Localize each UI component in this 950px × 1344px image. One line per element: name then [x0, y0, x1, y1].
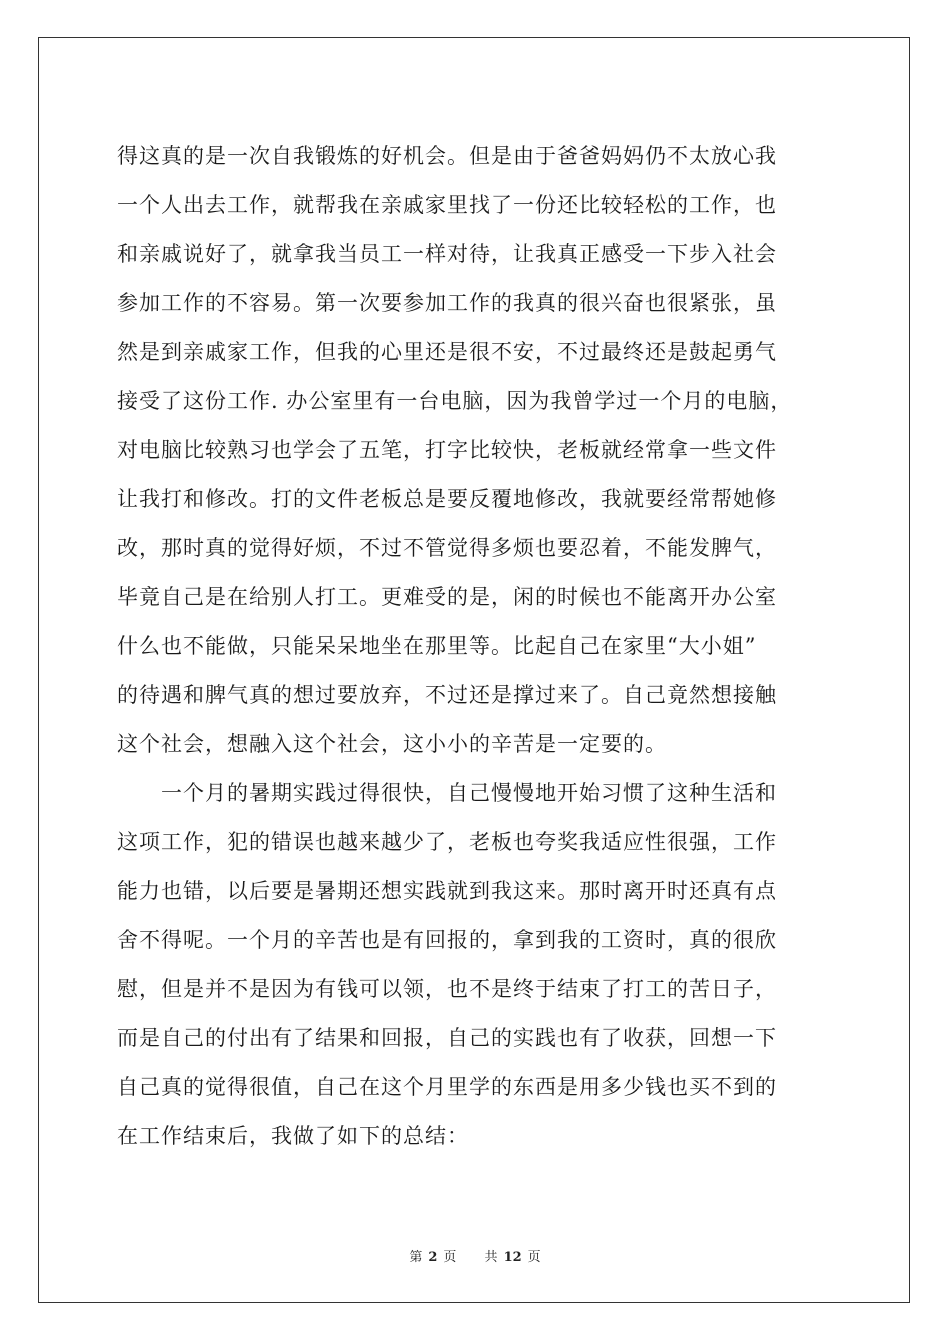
text-line: 让我打和修改。打的文件老板总是要反覆地修改，我就要经常帮她修	[117, 487, 777, 511]
total-prefix: 共	[484, 1250, 498, 1265]
page-prefix: 第	[409, 1250, 423, 1265]
text-line: 而是自己的付出有了结果和回报，自己的实践也有了收获，回想一下	[117, 1026, 777, 1050]
total-suffix: 页	[527, 1250, 541, 1265]
text-line: 一个人出去工作，就帮我在亲戚家里找了一份还比较轻松的工作，也	[117, 193, 777, 217]
text-line: 自己真的觉得很值，自己在这个月里学的东西是用多少钱也买不到的	[117, 1075, 777, 1099]
text-line: 这项工作，犯的错误也越来越少了，老板也夸奖我适应性很强，工作	[117, 830, 777, 854]
text-line: 对电脑比较熟习也学会了五笔，打字比较快，老板就经常拿一些文件	[117, 438, 777, 462]
text-line: 改，那时真的觉得好烦，不过不管觉得多烦也要忍着，不能发脾气，	[117, 536, 777, 560]
text-line: 慰，但是并不是因为有钱可以领，也不是终于结束了打工的苦日子，	[117, 977, 777, 1001]
text-line: 在工作结束后，我做了如下的总结：	[117, 1124, 469, 1148]
text-line: 然是到亲戚家工作，但我的心里还是很不安，不过最终还是鼓起勇气	[117, 340, 777, 364]
text-line: 什么也不能做，只能呆呆地坐在那里等。比起自己在家里“大小姐”	[117, 634, 757, 658]
page-suffix: 页	[443, 1250, 457, 1265]
total-pages-indicator	[479, 1250, 547, 1265]
page-indicator	[403, 1250, 462, 1265]
page-footer	[0, 1246, 950, 1265]
text-line: 接受了这份工作. 办公室里有一台电脑，因为我曾学过一个月的电脑，	[117, 389, 793, 413]
text-line: 的待遇和脾气真的想过要放弃，不过还是撑过来了。自己竟然想接触	[117, 683, 777, 707]
text-line: 一个月的暑期实践过得很快，自己慢慢地开始习惯了这种生活和	[117, 781, 777, 805]
text-line: 参加工作的不容易。第一次要参加工作的我真的很兴奋也很紧张，虽	[117, 291, 777, 315]
text-line: 毕竟自己是在给别人打工。更难受的是，闲的时候也不能离开办公室	[117, 585, 777, 609]
text-line: 得这真的是一次自我锻炼的好机会。但是由于爸爸妈妈仍不太放心我	[117, 144, 777, 168]
page-number: 2	[428, 1250, 438, 1265]
text-line: 舍不得呢。一个月的辛苦也是有回报的，拿到我的工资时，真的很欣	[117, 928, 777, 952]
total-pages: 12	[503, 1250, 522, 1265]
text-line: 和亲戚说好了，就拿我当员工一样对待，让我真正感受一下步入社会	[117, 242, 777, 266]
body-text	[117, 132, 837, 1161]
text-line: 这个社会，想融入这个社会，这小小的辛苦是一定要的。	[117, 732, 667, 756]
text-line: 能力也错，以后要是暑期还想实践就到我这来。那时离开时还真有点	[117, 879, 777, 903]
